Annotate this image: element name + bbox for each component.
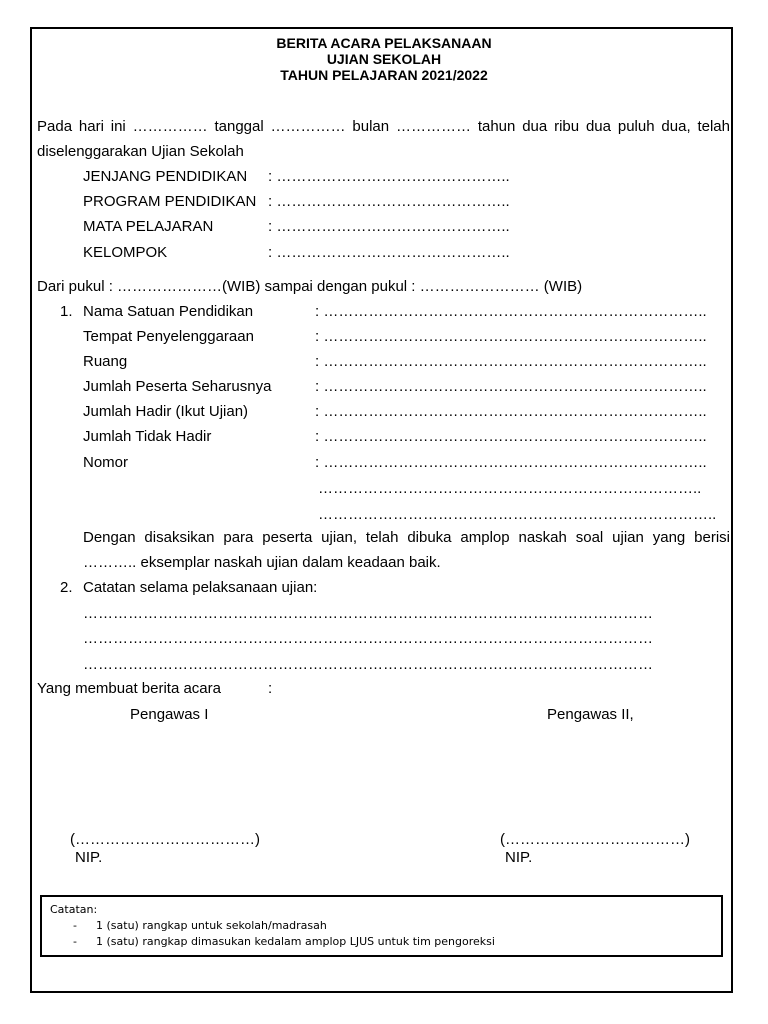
field-value-mapel: : ……………………………………….. <box>268 218 510 235</box>
supervisor-2-title: Pengawas II, <box>547 706 634 723</box>
document-subtitle: UJIAN SEKOLAH <box>326 51 442 67</box>
maker-colon: : <box>268 680 273 697</box>
supervisor-2-nip: NIP. <box>505 849 533 866</box>
item-label-tidak-hadir: Jumlah Tidak Hadir <box>83 428 212 445</box>
field-value-program: : ……………………………………….. <box>268 193 510 210</box>
notes-item: 1 (satu) rangkap dimasukan kedalam amplop LJUS untuk tim pengoreksi <box>96 935 495 948</box>
item-label-peserta: Jumlah Peserta Seharusnya <box>83 378 272 395</box>
item-label-hadir: Jumlah Hadir (Ikut Ujian) <box>83 403 249 420</box>
field-label-kelompok: KELOMPOK <box>83 244 168 261</box>
supervisor-1-name: (………………………………) <box>70 831 260 848</box>
item-label-tempat: Tempat Penyelenggaraan <box>83 328 254 345</box>
notes-line: …………………………………………………………………………………………………… <box>83 656 653 673</box>
nomor-extra-line: ………………………………………………………………….. <box>318 480 702 497</box>
field-value-kelompok: : ……………………………………….. <box>268 244 510 261</box>
field-value-jenjang: : ……………………………………….. <box>268 168 510 185</box>
time-line: Dari pukul : …………………(WIB) sampai dengan pukul : …………………… (WIB) <box>37 278 583 295</box>
supervisor-2-name: (………………………………) <box>500 831 690 848</box>
section-2-number: 2. <box>60 579 73 596</box>
notes-line: …………………………………………………………………………………………………… <box>83 605 653 622</box>
notes-item: 1 (satu) rangkap untuk sekolah/madrasah <box>96 919 327 932</box>
document-title: BERITA ACARA PELAKSANAAN <box>276 35 492 51</box>
intro-paragraph: Pada hari ini …………… tanggal …………… bulan …………… tahun dua ribu dua puluh dua, telah diselenggarakan Ujian Sekolah <box>37 118 730 160</box>
item-value-satuan: : ………………………………………………………………….. <box>315 303 707 320</box>
item-label-ruang: Ruang <box>83 353 128 370</box>
section-2-label: Catatan selama pelaksanaan ujian: <box>83 579 318 596</box>
witness-paragraph: Dengan disaksikan para peserta ujian, telah dibuka amplop naskah soal ujian yang berisi ……….. eksemplar naskah ujian dalam keadaan baik. <box>83 529 730 571</box>
item-label-satuan: Nama Satuan Pendidikan <box>83 303 254 320</box>
item-value-tidak-hadir: : ………………………………………………………………….. <box>315 428 707 445</box>
notes-line: …………………………………………………………………………………………………… <box>83 630 653 647</box>
maker-label: Yang membuat berita acara <box>37 680 221 697</box>
supervisor-1-title: Pengawas I <box>130 706 209 723</box>
nomor-extra-line: …………………………………………………………………….. <box>318 506 717 523</box>
item-value-hadir: : ………………………………………………………………….. <box>315 403 707 420</box>
item-value-tempat: : ………………………………………………………………….. <box>315 328 707 345</box>
field-label-program: PROGRAM PENDIDIKAN <box>83 193 257 210</box>
item-value-ruang: : ………………………………………………………………….. <box>315 353 707 370</box>
section-1-number: 1. <box>60 303 73 320</box>
notes-bullet: - <box>73 919 77 932</box>
notes-bullet: - <box>73 935 77 948</box>
academic-year: TAHUN PELAJARAN 2021/2022 <box>280 67 488 83</box>
supervisor-1-nip: NIP. <box>75 849 103 866</box>
item-value-nomor: : ………………………………………………………………….. <box>315 454 707 471</box>
notes-title: Catatan: <box>50 903 98 916</box>
item-value-peserta: : ………………………………………………………………….. <box>315 378 707 395</box>
item-label-nomor: Nomor <box>83 454 129 471</box>
field-label-mapel: MATA PELAJARAN <box>83 218 214 235</box>
field-label-jenjang: JENJANG PENDIDIKAN <box>83 168 248 185</box>
